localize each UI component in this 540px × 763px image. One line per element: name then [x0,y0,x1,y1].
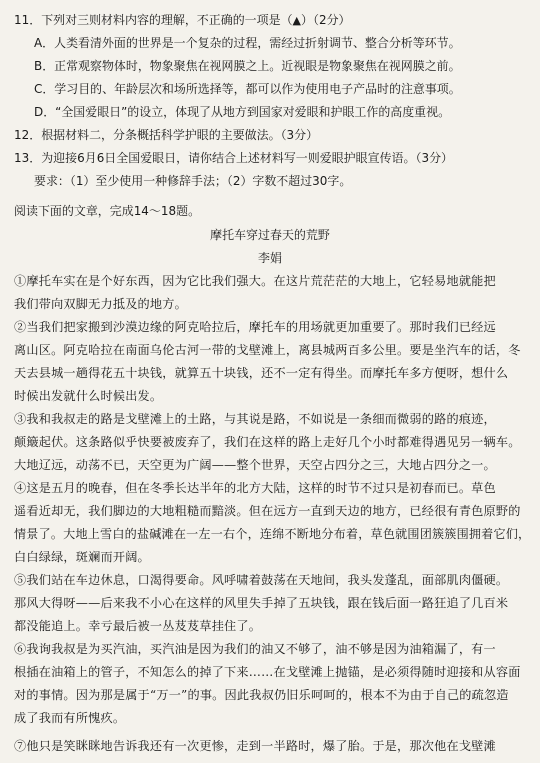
q11-option-b: B．正常观察物体时，物象聚焦在视网膜之上。近视眼是物象聚焦在视网膜之前。 [34,59,461,73]
essay-line: 时候出发就什么时候出发。 [14,389,163,403]
essay-line: 成了我而有所愧疚。 [14,711,126,725]
essay-line: 离山区。阿克哈拉在南面乌伦古河一带的戈壁滩上，离县城两百多公里。要是坐汽车的话，冬 [14,343,521,357]
essay-line: ③我和我叔走的路是戈壁滩上的土路，与其说是路，不如说是一条细而微弱的路的痕迹， [14,412,496,426]
essay-line: 大地辽远，动荡不已，天空更为广阔——整个世界，天空占四分之三，大地占四分之一。 [14,458,496,472]
essay-line: 根插在油箱上的管子，不知怎么的掉了下来……在戈壁滩上抛锚，是必须得随时迎接和从容面 [14,665,521,679]
question-13: 13．为迎接6月6日全国爱眼日，请你结合上述材料写一则爱眼护眼宣传语。（3分） [14,151,454,165]
question-11-stem [14,12,540,29]
q11-stem-prefix: 11．下列对三则材料内容的理解，不正确的一项是（ [14,13,293,27]
q11-option-a: A．人类看清外面的世界是一个复杂的过程，需经过折射调节、整合分析等环节。 [34,36,461,50]
triangle-blank-icon: ▲ [292,14,302,27]
essay-line: 对的事情。因为那是属于“万一”的事。因此我叔仍旧乐呵呵的，根本不为由于自己的疏忽造 [14,688,509,702]
essay-line: ①摩托车实在是个好东西，因为它比我们强大。在这片荒茫茫的大地上，它轻易地就能把 [14,274,496,288]
essay-title: 摩托车穿过春天的荒野 [210,228,330,242]
essay-line: ⑦他只是笑眯眯地告诉我还有一次更惨，走到一半路时，爆了胎。于是，那次他在戈壁滩 [14,739,496,753]
essay-line: ②当我们把家搬到沙漠边缘的阿克哈拉后，摩托车的用场就更加重要了。那时我们已经远 [14,320,496,334]
essay-line: 情景了。大地上雪白的盐碱滩在一左一右个，连绵不断地分布着，草色就围团簇簇围拥着它们， [14,527,531,541]
essay-line: ⑤我们站在车边休息，口渴得要命。风呼啸着鼓荡在天地间，我头发蓬乱，面部肌肉僵硬。 [14,573,509,587]
reading-instruction: 阅读下面的文章，完成14～18题。 [14,204,201,218]
question-12: 12．根据材料二，分条概括科学护眼的主要做法。（3分） [14,128,319,142]
essay-line: 颠簸起伏。这条路似乎快要被废弃了，我们在这样的路上走好几个小时都难得遇见另一辆车。 [14,435,521,449]
essay-line: 我们带向双脚无力抵及的地方。 [14,297,187,311]
essay-line: 那风大得呀——后来我不小心在这样的风里失手掉了五块钱，跟在钱后面一路狂追了几百米 [14,596,509,610]
question-13-requirements: 要求：（1）至少使用一种修辞手法；（2）字数不超过30字。 [34,174,352,188]
essay-line: ⑥我询我叔是为买汽油，买汽油是因为我们的油又不够了，油不够是因为油箱漏了，有一 [14,642,496,656]
essay-line: 遥看近却无，我们脚边的大地粗糙而黯淡。但在远方一直到天边的地方，已经很有青色原野的 [14,504,521,518]
essay-line: 白白绿绿，斑斓而开阔。 [14,550,150,564]
essay-line: 天去县城一趟得花五十块钱，就算五十块钱，还不一定有得坐。而摩托车多方便呀，想什么 [14,366,509,380]
essay-author: 李娟 [258,251,282,265]
q11-option-c: C．学习目的、年龄层次和场所选择等，都可以作为使用电子产品时的注意事项。 [34,82,461,96]
essay-line: ④这是五月的晚春，但在冬季长达半年的北方大陆，这样的时节不过只是初春而已。草色 [14,481,496,495]
q11-stem-suffix: ）（2分） [301,13,351,27]
essay-line: 都没能追上。幸亏最后被一丛芨芨草挂住了。 [14,619,262,633]
q11-option-d: D．“全国爱眼日”的设立，体现了从地方到国家对爱眼和护眼工作的高度重视。 [34,105,451,119]
